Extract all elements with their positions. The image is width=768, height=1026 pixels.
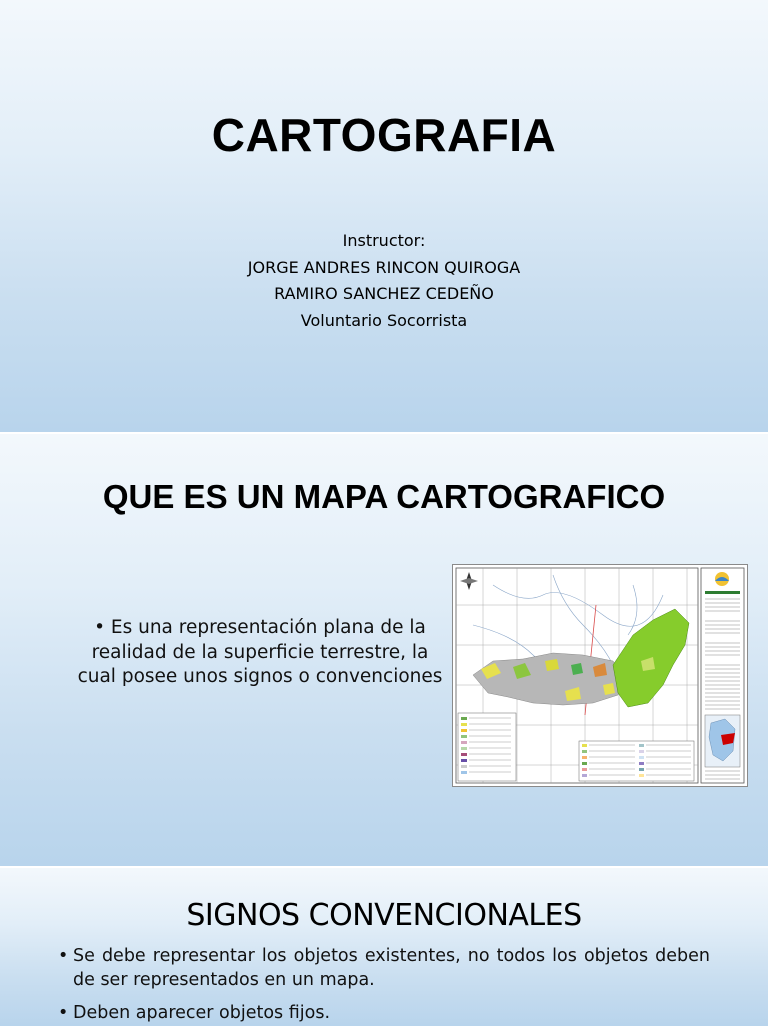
map-svg	[453, 565, 747, 786]
instructor-label: Instructor:	[342, 231, 426, 250]
presentation-title: CARTOGRAFIA	[211, 109, 557, 161]
instructor-name-2: RAMIRO SANCHEZ CEDEÑO	[274, 284, 494, 303]
slide-heading: SIGNOS CONVENCIONALES	[186, 898, 582, 933]
slide-que-es-un-mapa	[0, 434, 768, 866]
instructor-name-1: JORGE ANDRES RINCON QUIROGA	[247, 257, 521, 277]
bullet-item: • Deben aparecer objetos fijos.	[58, 1001, 710, 1025]
bullet-list	[58, 944, 710, 1026]
definition-text: Es una representación plana de la realidad de la superficie terrestre, la cual posee unos signos o convenciones	[77, 617, 443, 687]
bullet-item: • Se debe representar los objetos existentes, no todos los objetos deben de ser representados en un mapa.	[58, 944, 710, 992]
slide-signos-convencionales	[0, 868, 768, 1026]
slide-title-cartografia	[0, 0, 768, 432]
map-illustration	[452, 564, 748, 787]
instructor-block	[0, 228, 768, 334]
slide-heading: QUE ES UN MAPA CARTOGRAFICO	[102, 478, 666, 515]
definition-bullet: • Es una representación plana de la realidad de la superficie terrestre, la cual posee unos signos o convenciones	[77, 617, 443, 687]
instructor-role: Voluntario Socorrista	[300, 310, 468, 330]
